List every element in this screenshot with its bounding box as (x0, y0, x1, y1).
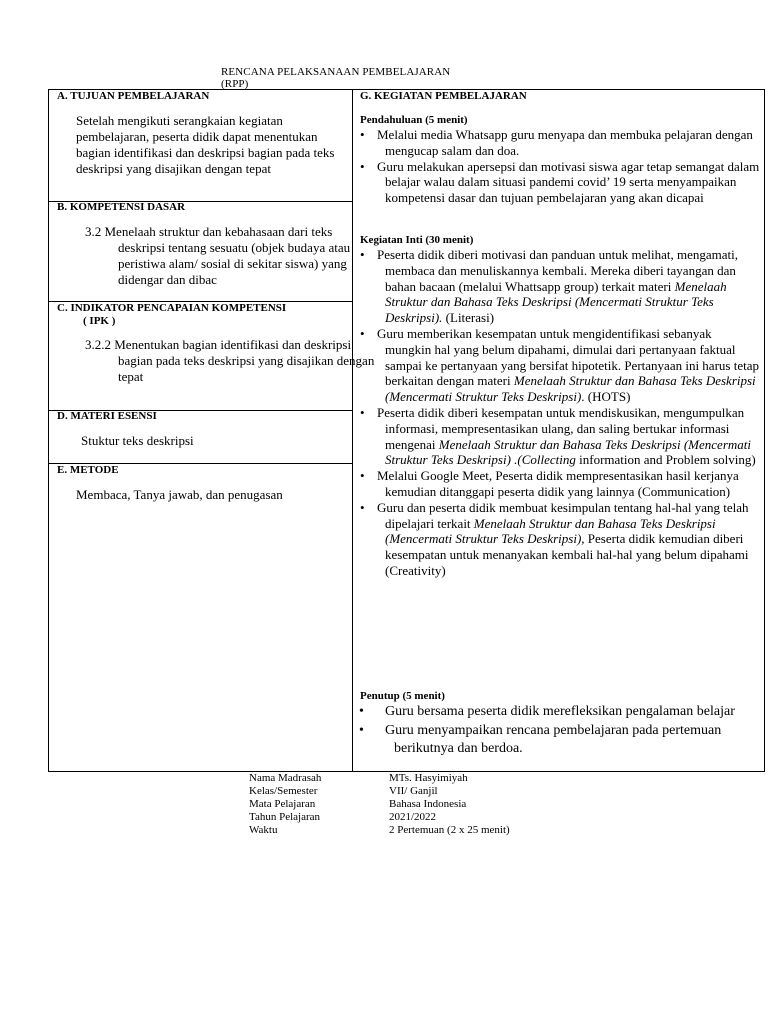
info-label: Mata Pelajaran (249, 798, 316, 810)
info-value: Bahasa Indonesia (389, 798, 467, 810)
info-value: MTs. Hasyimiyah (389, 772, 468, 784)
bullet: • (360, 127, 365, 142)
kegiatan-inti-list (360, 247, 760, 579)
title-line-1: RENCANA PELAKSANAAN PEMBELAJARAN (221, 66, 451, 78)
info-value: 2 Pertemuan (2 x 25 menit) (389, 824, 510, 836)
info-label: Waktu (249, 824, 278, 836)
section-c-heading-line-1: C. INDIKATOR PENCAPAIAN KOMPETENSI (57, 302, 287, 314)
bullet: • (359, 704, 364, 719)
list-item: • Guru bersama peserta didik merefleksikan pengalaman belajar (360, 703, 760, 722)
section-b-heading: B. KOMPETENSI DASAR (57, 201, 186, 213)
column-divider (352, 90, 353, 771)
list-item: • Melalui media Whatsapp guru menyapa dan membuka pelajaran dengan mengucap salam dan doa. (360, 127, 753, 158)
kegiatan-inti-label: Kegiatan Inti (30 menit) (360, 234, 474, 246)
bullet: • (360, 247, 365, 262)
section-c-heading-line-2: ( IPK ) (83, 315, 116, 327)
bullet: • (360, 404, 365, 420)
bullet: • (360, 158, 365, 174)
list-item: • Guru menyampaikan rencana pembelajaran pada pertemuan berikutnya dan berdoa. (359, 722, 722, 756)
bullet: • (360, 499, 365, 515)
list-item: • Peserta didik diberi kesempatan untuk mendiskusikan, mengumpulkan informasi, mempresentasikan ulang, dan saling bertukar informasi mengenai Menelaah Struktur dan Bahasa Teks Deskripsi (Mencermati Struktur Teks Deskripsi) .(Collecting information and Problem solving) (360, 404, 756, 468)
info-labels (249, 772, 321, 837)
info-label: Nama Madrasah (249, 772, 322, 784)
pendahuluan-label: Pendahuluan (5 menit) (360, 114, 468, 126)
bullet: • (360, 468, 365, 484)
title-line-2: (RPP) (221, 78, 249, 90)
section-a-text: Setelah mengikuti serangkaian kegiatan pembelajaran, peserta didik dapat menentukan bagian identifikasi dan deskripsi bagian pada teks deskripsi yang disajikan dengan tepat (76, 113, 335, 176)
penutup-list (360, 703, 760, 759)
section-g-heading: G. KEGIATAN PEMBELAJARAN (360, 90, 527, 102)
list-item: • Guru memberikan kesempatan untuk mengidentifikasi sebanyak mungkin hal yang belum dipahami, dimulai dari pertanyaan faktual sampai ke pertanyaan yang bersifat hipotetik. Pertanyaan ini harus tetap berkaitan dengan materi Menelaah Struktur dan Bahasa Teks Deskripsi (Mencermati Struktur Teks Deskripsi). (HOTS) (360, 325, 759, 405)
penutup-block (360, 690, 760, 759)
section-c-text: 3.2.2 Menentukan bagian identifikasi dan deskripsi bagian pada teks deskripsi yang disajikan dengan tepat (85, 337, 375, 384)
pendahuluan-list (360, 127, 760, 206)
kegiatan-inti-block (360, 234, 760, 579)
list-item: • Melalui Google Meet, Peserta didik mempresentasikan hasil kerjanya kemudian ditanggapi peserta didik yang lainnya (Communication) (360, 468, 739, 499)
section-b-text: 3.2 Menelaah struktur dan kebahasaan dari teks deskripsi tentang sesuatu (objek budaya atau peristiwa alam/ sosial di sekitar siswa) yang didengar dan dibac (85, 224, 351, 287)
info-label: Tahun Pelajaran (249, 811, 321, 823)
section-a-heading: A. TUJUAN PEMBELAJARAN (57, 90, 210, 102)
info-values (389, 772, 510, 837)
info-value: 2021/2022 (389, 811, 437, 823)
section-c-heading (57, 302, 347, 328)
section-d-text: Stuktur teks deskripsi (81, 433, 194, 448)
bullet: • (360, 325, 365, 341)
section-e-heading: E. METODE (57, 464, 119, 476)
info-value: VII/ Ganjil (389, 785, 438, 797)
pendahuluan-block (360, 114, 760, 206)
list-item: • Guru dan peserta didik membuat kesimpulan tentang hal-hal yang telah dipelajari terkait Menelaah Struktur dan Bahasa Teks Deskripsi (Mencermati Struktur Teks Deskripsi), Peserta didik kemudian diberi kesempatan untuk menanyakan kembali hal-hal yang belum dipahami (Creativity) (360, 499, 749, 578)
document-title (221, 66, 450, 90)
list-item: • Peserta didik diberi motivasi dan panduan untuk melihat, mengamati, membaca dan menuliskannya kembali. Mereka diberi tayangan dan bahan bacaan (melalui Whattsapp group) terkait materi Menelaah Struktur dan Bahasa Teks Deskripsi (Mencermati Struktur Teks Deskripsi). (Literasi) (360, 247, 739, 326)
rpp-table (48, 89, 765, 772)
section-e-text: Membaca, Tanya jawab, dan penugasan (76, 487, 283, 502)
penutup-label: Penutup (5 menit) (360, 690, 445, 702)
bullet: • (359, 722, 364, 738)
section-d-heading: D. MATERI ESENSI (57, 410, 157, 422)
list-item: • Guru melakukan apersepsi dan motivasi siswa agar tetap semangat dalam belajar walau dalam situasi pandemi covid’ 19 serta menyampaikan kompetensi dasar dan tujuan pembelajaran yang akan dicapai (360, 158, 760, 206)
info-label: Kelas/Semester (249, 785, 318, 797)
